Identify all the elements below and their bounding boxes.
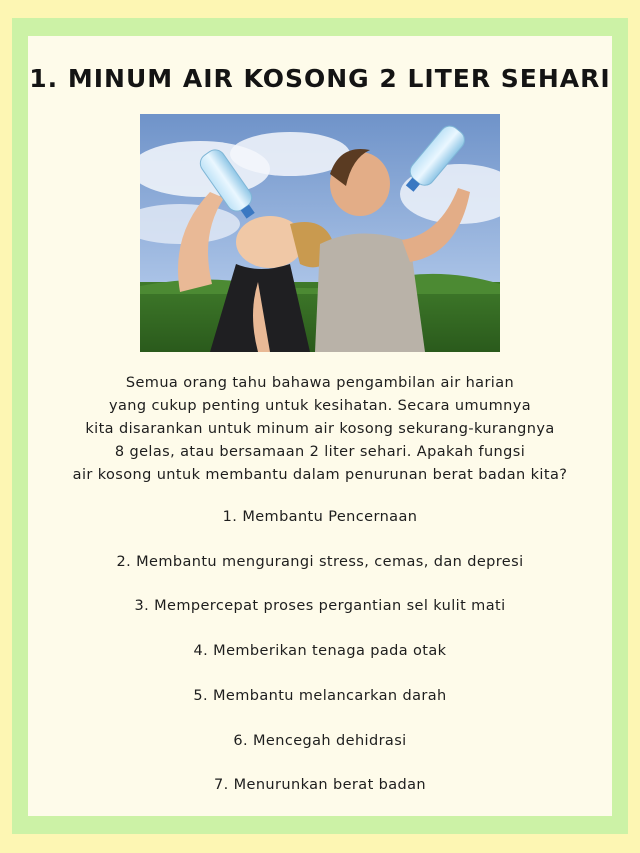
paragraph-line: yang cukup penting untuk kesihatan. Secara umumnya <box>108 398 532 414</box>
page-title: 1. MINUM AIR KOSONG 2 LITER SEHARI <box>29 64 611 93</box>
list-item: 1. Membantu Pencernaan <box>222 509 418 525</box>
drinking-water-photo <box>140 114 500 352</box>
list-item: 7. Menurunkan berat badan <box>213 777 427 793</box>
list-item: 5. Membantu melancarkan darah <box>193 688 447 704</box>
paragraph-line: 8 gelas, atau bersamaan 2 liter sehari. Apakah fungsi <box>114 444 526 460</box>
list-item: 2. Membantu mengurangi stress, cemas, dan depresi <box>116 554 524 570</box>
photo-illustration <box>140 114 500 352</box>
paragraph-line: air kosong untuk membantu dalam penurunan berat badan kita? <box>72 467 568 483</box>
list-item: 6. Mencegah dehidrasi <box>233 733 407 749</box>
paragraph-line: Semua orang tahu bahawa pengambilan air harian <box>125 375 515 391</box>
list-item: 4. Memberikan tenaga pada otak <box>193 643 447 659</box>
list-item: 3. Mempercepat proses pergantian sel kulit mati <box>134 598 506 614</box>
intro-paragraph <box>60 372 580 487</box>
paragraph-line: kita disarankan untuk minum air kosong sekurang-kurangnya <box>85 421 555 437</box>
